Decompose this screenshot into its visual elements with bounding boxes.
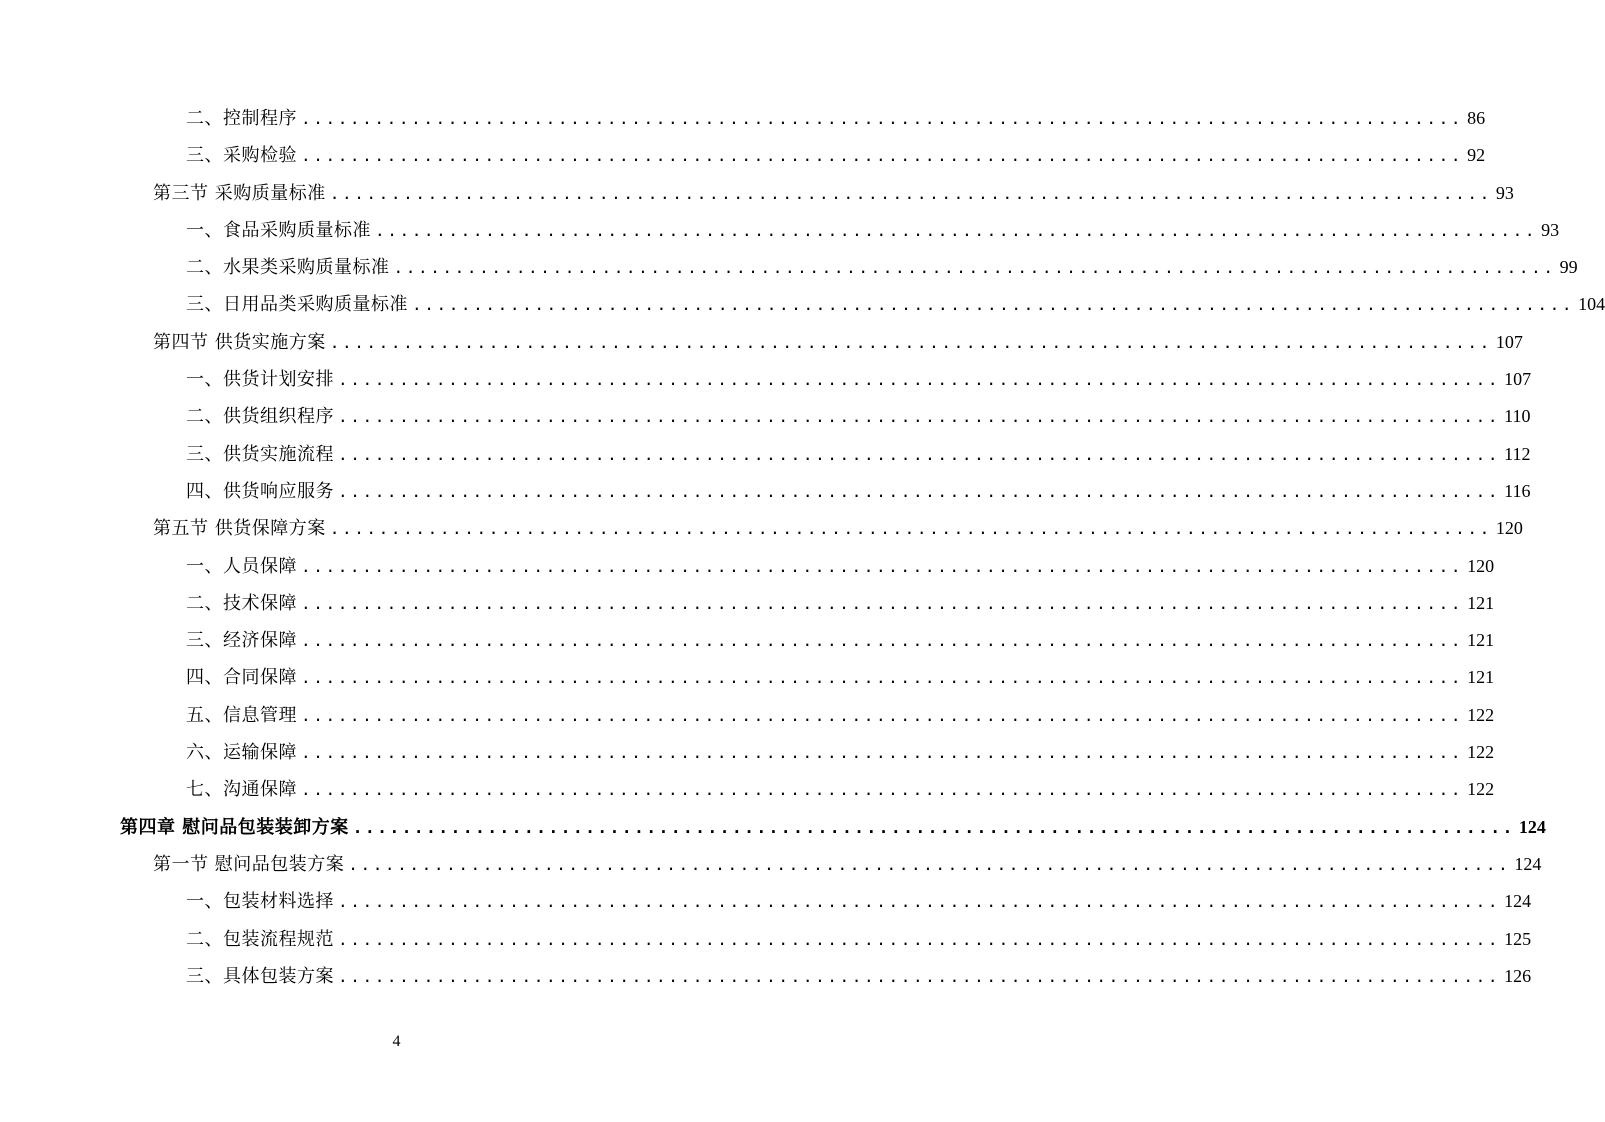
- toc-entry-title: 第四章 慰问品包装装卸方案: [120, 816, 349, 838]
- toc-entry-page: 122: [1467, 779, 1495, 800]
- dot-leader: ...............................................................................................: [301, 668, 1464, 688]
- toc-entry-title: 第四节 供货实施方案: [153, 331, 326, 353]
- toc-entry-line: [186, 100, 1486, 137]
- toc-entry-title: 一、人员保障: [186, 555, 297, 577]
- toc-entry[interactable]: [0, 846, 1542, 883]
- toc-entry-title: 二、水果类采购质量标准: [186, 257, 390, 279]
- toc-entry[interactable]: [0, 137, 1486, 174]
- toc-entry-page: 125: [1504, 928, 1532, 949]
- table-of-contents: [0, 100, 1605, 995]
- toc-entry-page: 92: [1467, 145, 1486, 166]
- toc-entry[interactable]: [0, 473, 1531, 510]
- toc-entry-chapter[interactable]: [0, 809, 1546, 846]
- toc-entry-title: 一、包装材料选择: [186, 891, 334, 913]
- toc-entry[interactable]: [0, 958, 1532, 995]
- dot-leader: ...............................................................................................: [338, 966, 1501, 986]
- dot-leader: ...............................................................................................: [301, 780, 1464, 800]
- toc-entry-page: 107: [1495, 331, 1523, 352]
- toc-entry-page: 124: [1514, 853, 1542, 874]
- toc-entry-page: 86: [1467, 108, 1486, 128]
- dot-leader: ...............................................................................................: [338, 481, 1501, 501]
- toc-entry-line: [186, 585, 1495, 622]
- toc-entry-title: 第五节 供货保障方案: [153, 518, 326, 540]
- toc-entry-page: 99: [1559, 257, 1578, 278]
- toc-entry-title: 三、日用品类采购质量标准: [186, 294, 408, 316]
- toc-entry-page: 112: [1504, 443, 1531, 464]
- toc-entry-line: [153, 324, 1523, 361]
- toc-entry[interactable]: [0, 734, 1495, 771]
- toc-entry-title: 一、供货计划安排: [186, 369, 334, 391]
- toc-entry[interactable]: [0, 771, 1495, 808]
- dot-leader: ...............................................................................................: [301, 109, 1464, 128]
- toc-entry-line: [186, 548, 1495, 585]
- toc-entry-title: 三、供货实施流程: [186, 443, 334, 465]
- toc-entry-line: [186, 473, 1531, 510]
- toc-entry-title: 七、沟通保障: [186, 779, 297, 801]
- toc-entry-line: [186, 883, 1532, 920]
- toc-entry-page: 121: [1467, 667, 1495, 688]
- dot-leader: ...............................................................................................: [301, 556, 1464, 576]
- toc-entry[interactable]: [0, 883, 1532, 920]
- toc-entry-line: [186, 734, 1495, 771]
- toc-entry[interactable]: [0, 659, 1495, 696]
- toc-entry-line: [153, 510, 1523, 547]
- toc-entry-title: 三、经济保障: [186, 630, 297, 652]
- toc-entry-page: 93: [1541, 219, 1560, 240]
- toc-entry-page: 124: [1518, 816, 1546, 837]
- toc-entry-title: 四、供货响应服务: [186, 480, 334, 502]
- toc-entry-title: 三、具体包装方案: [186, 965, 334, 987]
- toc-entry[interactable]: [0, 100, 1486, 137]
- toc-entry-title: 二、包装流程规范: [186, 928, 334, 950]
- toc-entry[interactable]: [0, 585, 1495, 622]
- toc-entry-line: [186, 659, 1495, 696]
- toc-entry-title: 五、信息管理: [186, 704, 297, 726]
- toc-entry-title: 一、食品采购质量标准: [186, 219, 371, 241]
- dot-leader: ...............................................................................................: [301, 146, 1464, 166]
- toc-entry-line: [153, 846, 1542, 883]
- toc-entry-line: [186, 249, 1578, 286]
- toc-entry[interactable]: [0, 175, 1514, 212]
- toc-entry-line: [186, 398, 1531, 435]
- toc-entry-title: 六、运输保障: [186, 742, 297, 764]
- dot-leader: ...............................................................................................: [412, 295, 1575, 315]
- toc-entry-line: [186, 436, 1531, 473]
- toc-entry-page: 120: [1467, 555, 1495, 576]
- toc-entry-line: [153, 175, 1514, 212]
- toc-entry-line: [186, 361, 1532, 398]
- toc-entry[interactable]: [0, 622, 1495, 659]
- toc-entry-page: 124: [1504, 891, 1532, 912]
- toc-entry-line: [186, 958, 1532, 995]
- dot-leader: ...............................................................................................: [329, 183, 1492, 203]
- toc-entry[interactable]: [0, 361, 1532, 398]
- toc-entry-line: [120, 809, 1546, 846]
- toc-entry-title: 二、控制程序: [186, 108, 297, 129]
- dot-leader: ...............................................................................................: [348, 854, 1511, 874]
- toc-entry-page: 122: [1467, 742, 1495, 763]
- toc-entry[interactable]: [0, 921, 1532, 958]
- toc-entry-line: [186, 697, 1495, 734]
- toc-entry-page: 107: [1504, 369, 1532, 390]
- dot-leader: ...............................................................................................: [338, 892, 1501, 912]
- toc-entry[interactable]: [0, 398, 1531, 435]
- toc-entry-title: 三、采购检验: [186, 145, 297, 167]
- toc-entry[interactable]: [0, 510, 1523, 547]
- dot-leader: ...............................................................................................: [338, 407, 1501, 427]
- toc-entry-page: 121: [1467, 592, 1495, 613]
- dot-leader: ...............................................................................................: [301, 593, 1464, 613]
- toc-entry-page: 93: [1495, 182, 1514, 203]
- dot-leader: ...............................................................................................: [393, 258, 1556, 278]
- dot-leader: ...............................................................................................: [301, 743, 1464, 763]
- toc-entry-title: 二、技术保障: [186, 592, 297, 614]
- toc-entry-title: 第一节 慰问品包装方案: [153, 853, 345, 875]
- toc-entry[interactable]: [0, 212, 1560, 249]
- toc-entry-page: 126: [1504, 965, 1532, 986]
- toc-entry-page: 120: [1495, 518, 1523, 539]
- toc-entry[interactable]: [0, 697, 1495, 734]
- toc-entry-line: [186, 622, 1495, 659]
- toc-entry-line: [186, 137, 1486, 174]
- toc-entry-page: 122: [1467, 704, 1495, 725]
- dot-leader: ...............................................................................................: [301, 705, 1464, 725]
- dot-leader: ...............................................................................................: [375, 220, 1538, 240]
- toc-entry-page: 116: [1504, 480, 1531, 501]
- toc-entry-line: [186, 771, 1495, 808]
- dot-leader: ...............................................................................................: [301, 631, 1464, 651]
- toc-entry-title: 四、合同保障: [186, 667, 297, 689]
- page-number: 4: [392, 1033, 401, 1050]
- dot-leader: ...............................................................................................: [329, 519, 1492, 539]
- dot-leader: ...............................................................................................: [338, 929, 1501, 949]
- dot-leader: ...............................................................................................: [338, 444, 1501, 464]
- toc-entry-line: [186, 921, 1532, 958]
- toc-entry[interactable]: [0, 324, 1523, 361]
- toc-entry[interactable]: [0, 436, 1531, 473]
- toc-entry-page: 121: [1467, 630, 1495, 651]
- dot-leader: ...............................................................................................: [352, 817, 1515, 837]
- toc-entry-page: 110: [1504, 406, 1531, 427]
- toc-entry[interactable]: [0, 286, 1605, 323]
- dot-leader: ...............................................................................................: [329, 332, 1492, 352]
- toc-entry-line: [186, 286, 1605, 323]
- dot-leader: ...............................................................................................: [338, 370, 1501, 390]
- toc-entry[interactable]: [0, 249, 1578, 286]
- toc-entry-title: 二、供货组织程序: [186, 406, 334, 428]
- toc-entry-page: 104: [1578, 294, 1605, 315]
- toc-entry[interactable]: [0, 548, 1495, 585]
- toc-entry-title: 第三节 采购质量标准: [153, 182, 326, 204]
- toc-entry-line: [186, 212, 1560, 249]
